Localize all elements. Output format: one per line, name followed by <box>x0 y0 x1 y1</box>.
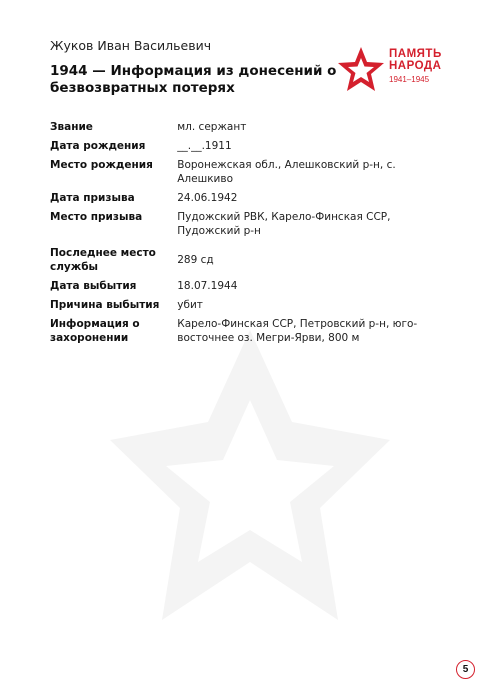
field-label: Дата выбытия <box>50 280 137 292</box>
table-row <box>50 241 450 277</box>
table-row <box>50 208 450 241</box>
table-row <box>50 189 450 208</box>
field-label: Информация о захоронении <box>50 318 140 344</box>
table-row <box>50 315 450 348</box>
table-row <box>50 118 450 137</box>
star-watermark-icon <box>110 330 390 620</box>
field-value: убит <box>177 299 203 311</box>
pamyat-naroda-logo <box>337 46 457 96</box>
field-value: мл. сержант <box>177 121 247 133</box>
field-label: Дата рождения <box>50 140 146 152</box>
field-value: __.__.1911 <box>177 140 232 152</box>
logo-line-1: ПАМЯТЬ <box>389 48 442 60</box>
logo-text <box>389 48 442 86</box>
info-table <box>50 118 450 348</box>
table-row <box>50 156 450 189</box>
document-title: 1944 — Информация из донесений о безвозвратных потерях <box>50 63 337 96</box>
field-value: Воронежская обл., Алешковский р-н, с. Алешкиво <box>177 159 396 185</box>
field-value: 289 сд <box>177 254 214 266</box>
table-row <box>50 137 450 156</box>
page-number: 5 <box>456 660 475 679</box>
logo-line-2: НАРОДА <box>389 60 442 72</box>
field-label: Место призыва <box>50 211 143 223</box>
field-value: 18.07.1944 <box>177 280 238 292</box>
table-row <box>50 296 450 315</box>
logo-years: 1941–1945 <box>389 75 430 84</box>
red-star-icon <box>337 46 385 92</box>
field-label: Последнее место службы <box>50 247 156 273</box>
field-label: Дата призыва <box>50 192 135 204</box>
table-row <box>50 277 450 296</box>
field-value: Пудожский РВК, Карело-Финская ССР, Пудожский р-н <box>177 211 391 237</box>
field-label: Звание <box>50 121 93 133</box>
person-name: Жуков Иван Васильевич <box>50 38 212 53</box>
field-value: Карело-Финская ССР, Петровский р-н, юго-восточнее оз. Мегри-Ярви, 800 м <box>177 318 418 344</box>
field-label: Место рождения <box>50 159 153 171</box>
field-label: Причина выбытия <box>50 299 160 311</box>
field-value: 24.06.1942 <box>177 192 238 204</box>
